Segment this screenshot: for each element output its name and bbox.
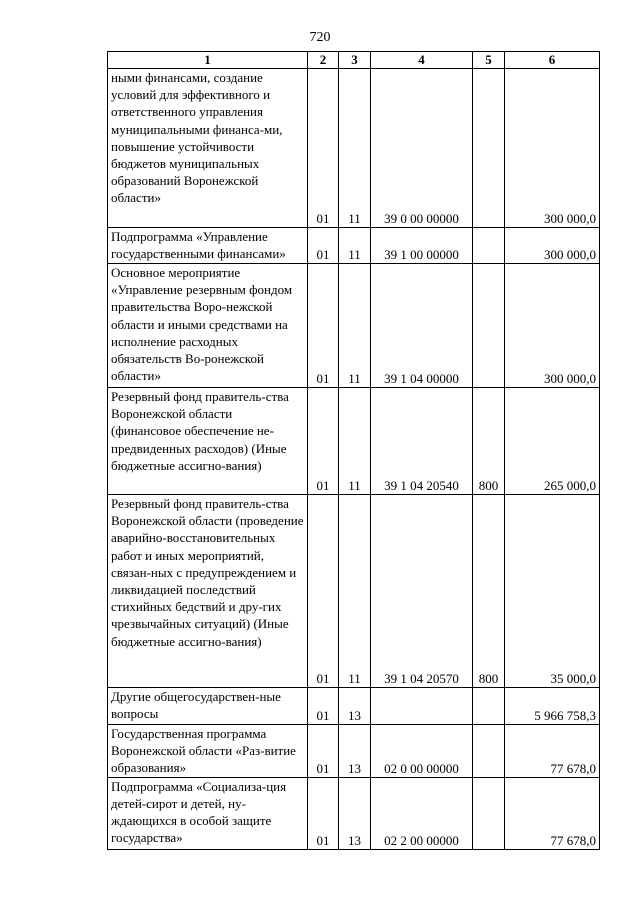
header-col-6: 6 xyxy=(505,52,600,69)
row-section: 01 xyxy=(308,725,339,778)
table-row xyxy=(108,777,600,849)
row-subsection: 13 xyxy=(339,725,371,778)
row-amount: 300 000,0 xyxy=(505,264,600,388)
row-section: 01 xyxy=(308,264,339,388)
row-subsection: 13 xyxy=(339,777,371,849)
header-col-1: 1 xyxy=(108,52,308,69)
budget-table xyxy=(107,51,600,850)
header-col-4: 4 xyxy=(371,52,473,69)
row-target-code: 39 1 04 00000 xyxy=(371,264,473,388)
table-row xyxy=(108,69,600,228)
row-amount: 265 000,0 xyxy=(505,388,600,495)
row-target-code: 39 1 04 20570 xyxy=(371,495,473,688)
row-name: Другие общегосударствен-ные вопросы xyxy=(108,688,308,725)
header-col-3: 3 xyxy=(339,52,371,69)
row-subsection: 11 xyxy=(339,388,371,495)
row-name: ными финансами, создание условий для эффективного и ответственного управления муниципальными финанса-ми, повышение устойчивости бюджетов муниципальных образований Воронежской области» xyxy=(108,69,308,228)
header-col-2: 2 xyxy=(308,52,339,69)
row-expense-type xyxy=(473,69,505,228)
row-name: Государственная программа Воронежской области «Раз-витие образования» xyxy=(108,725,308,778)
row-expense-type xyxy=(473,264,505,388)
row-section: 01 xyxy=(308,495,339,688)
page-number: 720 xyxy=(309,30,331,45)
row-section: 01 xyxy=(308,228,339,264)
row-subsection: 11 xyxy=(339,495,371,688)
table-row xyxy=(108,264,600,388)
row-target-code xyxy=(371,688,473,725)
row-subsection: 11 xyxy=(339,228,371,264)
table-row xyxy=(108,688,600,725)
row-section: 01 xyxy=(308,777,339,849)
row-name: Подпрограмма «Социализа-ция детей-сирот и детей, ну-ждающихся в особой защите государства» xyxy=(108,777,308,849)
row-name: Подпрограмма «Управление государственными финансами» xyxy=(108,228,308,264)
table-row xyxy=(108,228,600,264)
row-amount: 300 000,0 xyxy=(505,69,600,228)
header-col-5: 5 xyxy=(473,52,505,69)
row-amount: 300 000,0 xyxy=(505,228,600,264)
row-name: Основное мероприятие «Управление резервным фондом правительства Воро-нежской области и иными средствами на исполнение расходных обязательств Во-ронежской области» xyxy=(108,264,308,388)
header-row xyxy=(108,52,600,69)
row-amount: 5 966 758,3 xyxy=(505,688,600,725)
table-row xyxy=(108,725,600,778)
row-subsection: 11 xyxy=(339,264,371,388)
row-name: Резервный фонд правитель-ства Воронежской области (проведение аварийно-восстановительных работ и иных мероприятий, связан-ных с предупреждением и ликвидацией последствий стихийных бедствий и дру-гих чрезвычайных ситуаций) (Иные бюджетные ассигно-вания) xyxy=(108,495,308,688)
row-section: 01 xyxy=(308,69,339,228)
row-target-code: 02 0 00 00000 xyxy=(371,725,473,778)
row-expense-type xyxy=(473,725,505,778)
row-expense-type xyxy=(473,688,505,725)
row-expense-type: 800 xyxy=(473,495,505,688)
row-name: Резервный фонд правитель-ства Воронежской области (финансовое обеспечение не-предвиденных расходов) (Иные бюджетные ассигно-вания) xyxy=(108,388,308,495)
row-target-code: 39 1 04 20540 xyxy=(371,388,473,495)
row-amount: 77 678,0 xyxy=(505,725,600,778)
row-expense-type xyxy=(473,777,505,849)
row-target-code: 02 2 00 00000 xyxy=(371,777,473,849)
row-expense-type: 800 xyxy=(473,388,505,495)
table-row xyxy=(108,495,600,688)
table-row xyxy=(108,388,600,495)
row-expense-type xyxy=(473,228,505,264)
row-target-code: 39 0 00 00000 xyxy=(371,69,473,228)
row-section: 01 xyxy=(308,388,339,495)
row-subsection: 11 xyxy=(339,69,371,228)
row-section: 01 xyxy=(308,688,339,725)
row-target-code: 39 1 00 00000 xyxy=(371,228,473,264)
row-amount: 77 678,0 xyxy=(505,777,600,849)
row-amount: 35 000,0 xyxy=(505,495,600,688)
row-subsection: 13 xyxy=(339,688,371,725)
